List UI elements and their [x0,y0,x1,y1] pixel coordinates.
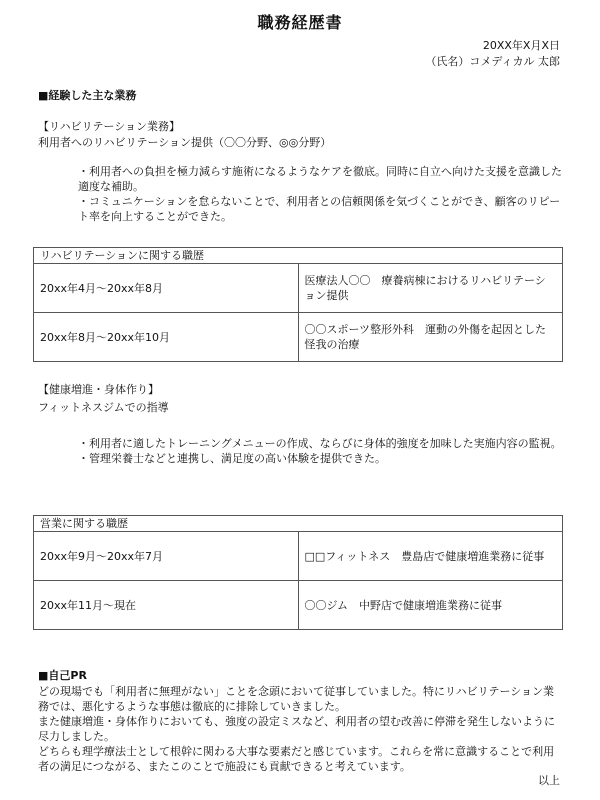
rehab-section-title: 【リハビリテーション業務】 [38,120,181,133]
history-period: 20xx年4月～20xx年8月 [34,264,299,313]
pr-paragraph-3: どちらも理学療法士として根幹に関わる大事な要素だと感じています。これらを常に意識することで利用者の満足につながる、またこのことで施設にも貢献できると考えています。 [38,745,555,773]
health-bullet-1: ・利用者に適したトレーニングメニューの作成、ならびに身体的強度を加味した実施内容の監視。 [78,437,562,450]
table-row [34,264,563,313]
pr-heading: ■自己PR [38,669,87,682]
health-bullet-2: ・管理栄養士などと連携し、満足度の高い体験を提供できた。 [78,452,386,465]
document-title: 職務経歴書 [257,13,343,32]
table-row [34,313,563,362]
history-period: 20xx年9月～20xx年7月 [34,532,299,581]
table-row [34,532,563,581]
rehab-bullet-1: ・利用者への負担を極力減らす施術になるようなケアを徹底。同時に自立へ向けた支援を意識した適度な補助。 [78,165,562,193]
rehab-description: 利用者へのリハビリテーション提供（〇〇分野、◎◎分野） [38,136,332,149]
table-row [34,581,563,630]
history-period: 20xx年11月～現在 [34,581,299,630]
history-detail: □□フィットネス 豊島店で健康増進業務に従事 [298,532,563,581]
closing-mark: 以上 [538,774,560,787]
history-detail: 〇〇スポーツ整形外科 運動の外傷を起因とした怪我の治療 [298,313,563,362]
rehab-history-table-header: リハビリテーションに関する職歴 [34,248,563,264]
health-bullet-list [78,436,562,466]
rehab-bullet-2: ・コミュニケーションを怠らないことで、利用者との信頼関係を気づくことができ、顧客のリピート率を向上することができた。 [78,195,561,223]
history-period: 20xx年8月～20xx年10月 [34,313,299,362]
rehab-bullet-list [78,164,562,224]
pr-body [38,684,564,774]
health-description: フィットネスジムでの指導 [38,401,169,414]
history-detail: 医療法人〇〇 療養病棟におけるリハビリテーション提供 [298,264,563,313]
sales-history-table-header: 営業に関する職歴 [34,516,563,532]
pr-paragraph-2: また健康増進・身体作りにおいても、強度の設定ミスなど、利用者の望む改善に停滞を発生しないように尽力しました。 [38,715,555,743]
experience-heading: ■経験した主な業務 [38,89,137,102]
pr-paragraph-1: どの現場でも「利用者に無理がない」ことを念頭において従事していました。特にリハビリテーション業務では、悪化するような事態は徹底的に排除していきました。 [38,685,555,713]
history-detail: 〇〇ジム 中野店で健康増進業務に従事 [298,581,563,630]
rehab-history-table [33,247,563,362]
author-name: （氏名）コメディカル 太郎 [425,55,560,68]
sales-history-table [33,515,563,630]
document-date: 20XX年X月X日 [482,39,560,52]
health-section-title: 【健康増進・身体作り】 [38,383,159,396]
